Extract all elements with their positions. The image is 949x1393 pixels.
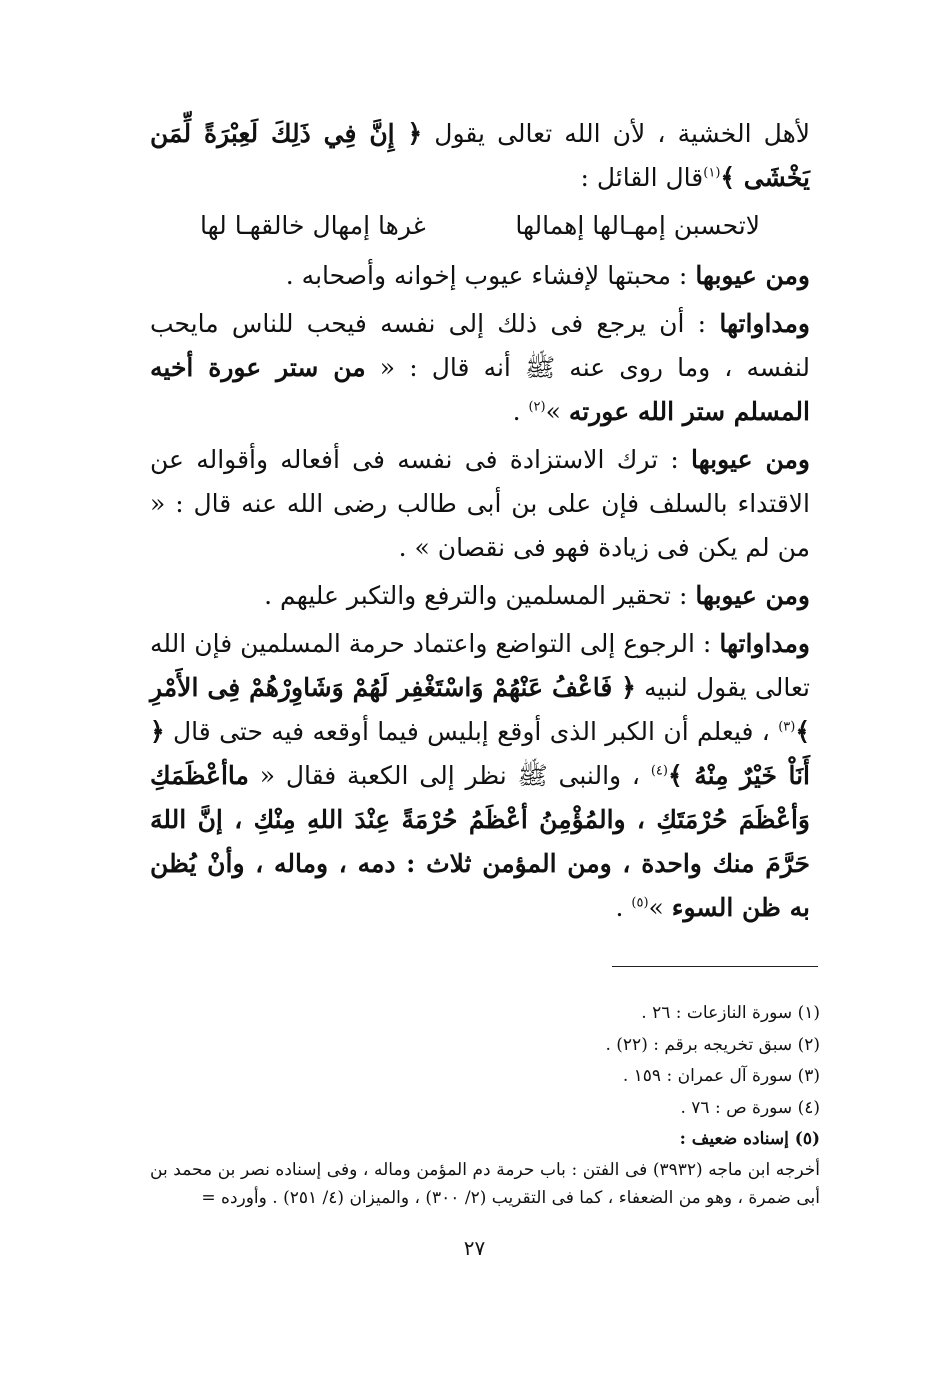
quran-quote: ﴿ فَاعْفُ عَنْهُمْ وَاسْتَغْفِر لَهُمْ وَشَاوِرْهُمْ فِى الأَمْرِ ﴾ [150,673,810,746]
section-label: ومداواتها [719,629,810,658]
footnotes [150,998,820,1212]
quran-quote: ﴿ إِنَّ فِي ذَلِكَ لَعِبْرَةً لِّمَن يَخْشَى ﴾ [150,119,810,192]
footnote-ref: (٤) [650,763,668,779]
footnote-continuation: أخرجه ابن ماجه (٣٩٣٢) فى الفتن : باب حرمة دم المؤمن وماله ، وفى إسناده نصر بن محمد بن أبى ضمرة ، وهو من الضعفاء ، كما فى التقريب (٢/ ٣٠٠) ، والميزان (٤/ ٢٥١) . وأورده = [150,1159,821,1208]
section-label: ومن عيوبها [691,445,810,474]
footnote-item: (٥) إسناده ضعيف : [679,1129,820,1149]
footnote-item: (٤) سورة ص : ٧٦ . [680,1097,820,1118]
poem-verse [150,204,810,248]
hadith-quote: من ستر عورة أخيه المسلم ستر الله عورته [150,353,810,426]
section-label: ومن عيوبها [695,581,810,610]
footnote-item: (٣) سورة آل عمران : ١٥٩ . [622,1066,820,1086]
footnote-ref: (١) [703,165,721,181]
page-number: ٢٧ [463,1236,486,1260]
paragraph-4: ومن عيوبها : ترك الاستزادة فى نفسه فى أفعاله وأقواله عن الاقتداء بالسلف فإن على بن أبى طالب رضى الله عنه قال : « من لم يكن فى زيادة فهو فى نقصان » . [150,445,810,562]
footnote-divider [612,966,818,967]
paragraph-5: ومن عيوبها : تحقير المسلمين والترفع والتكبر عليهم . [264,581,810,610]
paragraph-3: ومداواتها : أن يرجع فى ذلك إلى نفسه فيحب للناس مايحب لنفسه ، وما روى عنه ﷺ أنه قال : « من ستر عورة أخيه المسلم ستر الله عورته »$^{(٢)}$ . [150,309,810,426]
paragraph-2: ومن عيوبها : محبتها لإفشاء عيوب إخوانه وأصحابه . [285,261,810,290]
footnote-ref: (٥) [631,895,649,911]
main-text [150,112,810,930]
quran-quote: ﴿ أَنَاْ خَيْرٌ مِنْهُ ﴾ [150,717,810,790]
paragraph-6: ومداواتها : الرجوع إلى التواضع واعتماد حرمة المسلمين فإن الله تعالى يقول لنبيه ﴿ فَاعْفُ عَنْهُمْ وَاسْتَغْفِر لَهُمْ وَشَاوِرْهُمْ فِى الأَمْرِ ﴾$^{(٣)}$ ، فيعلم أن الكبر الذى أوقع إبليس فيما أوقعه فيه حتى قال ﴿ أَنَاْ خَيْرٌ مِنْهُ ﴾$^{(٤)}$ ، والنبى ﷺ نظر إلى الكعبة فقال « ماأعْظَمَكِ وَأعْظَمَ حُرْمَتَكِ ، والمُؤْمِنُ أعْظَمُ حُرْمَةً عِنْدَ اللهِ مِنْكِ ، إنَّ اللهَ حَرَّمَ منك واحدة ، ومن المؤمن ثلاث : دمه ، وماله ، وأنْ يُظن به ظن السوء »$^{(٥)}$ . [150,629,810,922]
footnote-item: (٢) سبق تخريجه برقم : (٢٢) . [605,1034,820,1055]
footnote-ref: (٣) [778,719,796,735]
paragraph-1: لأهل الخشية ، لأن الله تعالى يقول ﴿ إِنَّ فِي ذَلِكَ لَعِبْرَةً لِّمَن يَخْشَى ﴾$^{(١)}$قال القائل : [150,119,811,192]
section-label: ومداواتها [719,309,810,338]
footnote-item: (١) سورة النازعات : ٢٦ . [641,1003,820,1023]
hadith-quote: ماأعْظَمَكِ وَأعْظَمَ حُرْمَتَكِ ، والمُؤْمِنُ أعْظَمُ حُرْمَةً عِنْدَ اللهِ مِنْكِ ، إنَّ اللهَ حَرَّمَ منك واحدة ، ومن المؤمن ثلاث : دمه ، وماله ، وأنْ يُظن به ظن السوء [150,761,810,922]
verse-first-half: لاتحسبن إمهـالها إهمالها [515,211,760,240]
footnote-ref: (٢) [528,399,546,415]
section-label: ومن عيوبها [695,261,810,290]
verse-second-half: غرها إمهال خالقهـا لها [200,211,426,240]
